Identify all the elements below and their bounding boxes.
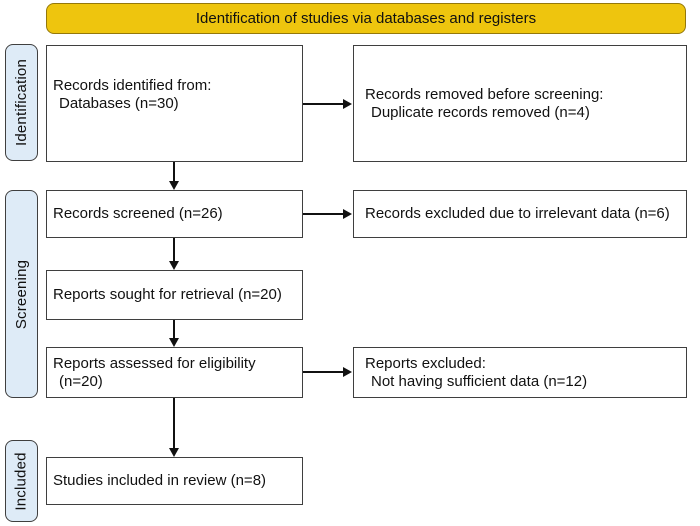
box-reports-assessed-eligibility [46,347,303,398]
box-line: Duplicate records removed (n=4) [371,103,590,121]
stage-label-text: Screening [13,259,31,329]
box-records-identified [46,45,303,162]
stage-label-text: Identification [13,58,30,147]
arrow-right-screened-to-excluded [303,213,344,215]
box-line: Reports assessed for eligibility [53,354,256,372]
stage-label-text: Included [13,451,30,511]
arrow-down-identified-to-screened [173,162,175,182]
box-records-excluded-irrelevant [353,190,687,238]
box-line: Records identified from: [53,77,212,94]
box-line: Databases (n=30) [59,95,179,112]
box-line: Not having sufficient data (n=12) [371,372,588,390]
box-line: Reports sought for retrieval (n=20) [53,286,282,303]
box-line: Records excluded due to irrelevant data (n=6) [365,205,670,222]
box-studies-included-review [46,457,303,505]
box-line: Records screened (n=26) [53,205,223,222]
box-records-removed-before-screening [353,45,687,162]
box-line: (n=20) [59,372,103,390]
stage-label-screening [5,190,38,398]
arrow-down-sought-to-assessed [173,320,175,339]
box-reports-excluded-insufficient-data [353,347,687,398]
arrow-right-identified-to-removed [303,103,344,105]
stage-label-identification [5,44,38,161]
box-line: Studies included in review (n=8) [53,472,267,489]
box-records-screened [46,190,303,238]
arrow-down-assessed-to-included [173,398,175,449]
box-reports-sought-retrieval [46,270,303,320]
arrow-down-screened-to-sought [173,238,175,262]
arrow-right-assessed-to-excluded [303,371,344,373]
box-line: Reports excluded: [365,354,486,372]
box-line: Records removed before screening: [365,85,604,103]
diagram-title-banner: Identification of studies via databases and registers [46,3,686,34]
stage-label-included [5,440,38,522]
